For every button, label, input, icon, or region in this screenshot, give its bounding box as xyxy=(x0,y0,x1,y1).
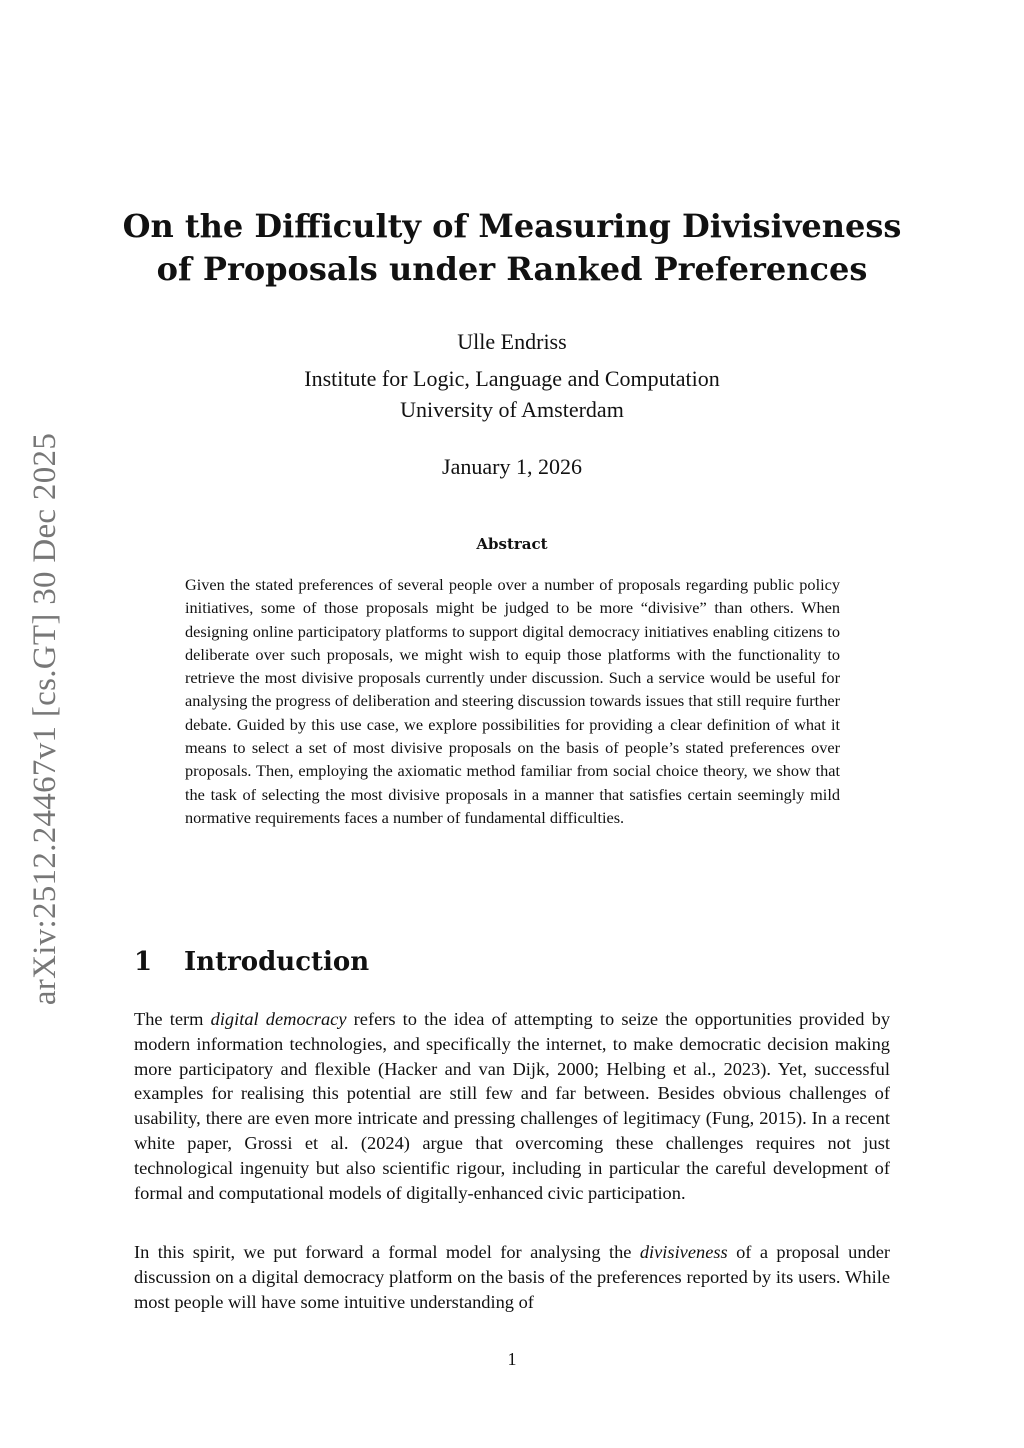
paper-date: January 1, 2026 xyxy=(442,454,582,479)
paper-title: On the Difficulty of Measuring Divisiveness of Proposals under Ranked Preferences xyxy=(122,207,902,288)
author-affiliation xyxy=(120,363,904,425)
intro-p2-term: divisiveness xyxy=(639,1242,728,1262)
intro-p1-text-rest: refers to the idea of attempting to seize the opportunities provided by modern information technologies, and specifically the internet, to make democratic decision making more participatory and flexible (Hacker and van Dijk, 2000; Helbing et al., 2023). Yet, successful examples for realising this potential are still few and far between. Besides obvious challenges of usability, there are even more intricate and pressing challenges of legitimacy (Fung, 2015). In a recent white paper, Grossi et al. (2024) argue that overcoming these challenges requires not just technological ingenuity but also scientific rigour, including in particular the careful development of formal and computational models of digitally-enhanced civic participation. xyxy=(134,1009,891,1203)
affiliation-university: University of Amsterdam xyxy=(400,397,624,422)
arxiv-identifier-stamp: arXiv:2512.24467v1 [cs.GT] 30 Dec 2025 xyxy=(27,432,63,1006)
section-title: Introduction xyxy=(184,947,370,977)
section-heading-introduction xyxy=(134,944,894,980)
abstract-heading: Abstract xyxy=(476,535,548,553)
page-number: 1 xyxy=(507,1349,517,1369)
intro-p2-text-rest: of a proposal under discussion on a digital democracy platform on the basis of the preferences reported by its users. While most people will have some intuitive understanding of xyxy=(134,1242,890,1312)
intro-p1-text-start: The term xyxy=(134,1009,211,1029)
intro-paragraph-2 xyxy=(134,1240,890,1314)
affiliation-institute: Institute for Logic, Language and Computation xyxy=(304,366,720,391)
author-name: Ulle Endriss xyxy=(457,329,567,354)
intro-p1-term: digital democracy xyxy=(210,1009,347,1029)
intro-p2-text-start: In this spirit, we put forward a formal model for analysing the xyxy=(134,1242,640,1262)
abstract-body: Given the stated preferences of several people over a number of proposals regarding public policy initiatives, some of those proposals might be judged to be more “divisive” than others. When designing online participatory platforms to support digital democracy initiatives enabling citizens to deliberate over such proposals, we might wish to equip those platforms with the functionality to retrieve the most divisive proposals currently under discussion. Such a service would be useful for analysing the progress of deliberation and steering discussion towards issues that still require further debate. Guided by this use case, we explore possibilities for providing a clear definition of what it means to select a set of most divisive proposals on the basis of people’s stated preferences over proposals. Then, employing the axiomatic method familiar from social choice theory, we show that the task of selecting the most divisive proposals in a manner that satisfies certain seemingly mild normative requirements faces a number of fundamental difficulties. xyxy=(185,575,840,827)
intro-paragraph-1 xyxy=(134,1007,890,1205)
section-number: 1 xyxy=(134,947,153,977)
